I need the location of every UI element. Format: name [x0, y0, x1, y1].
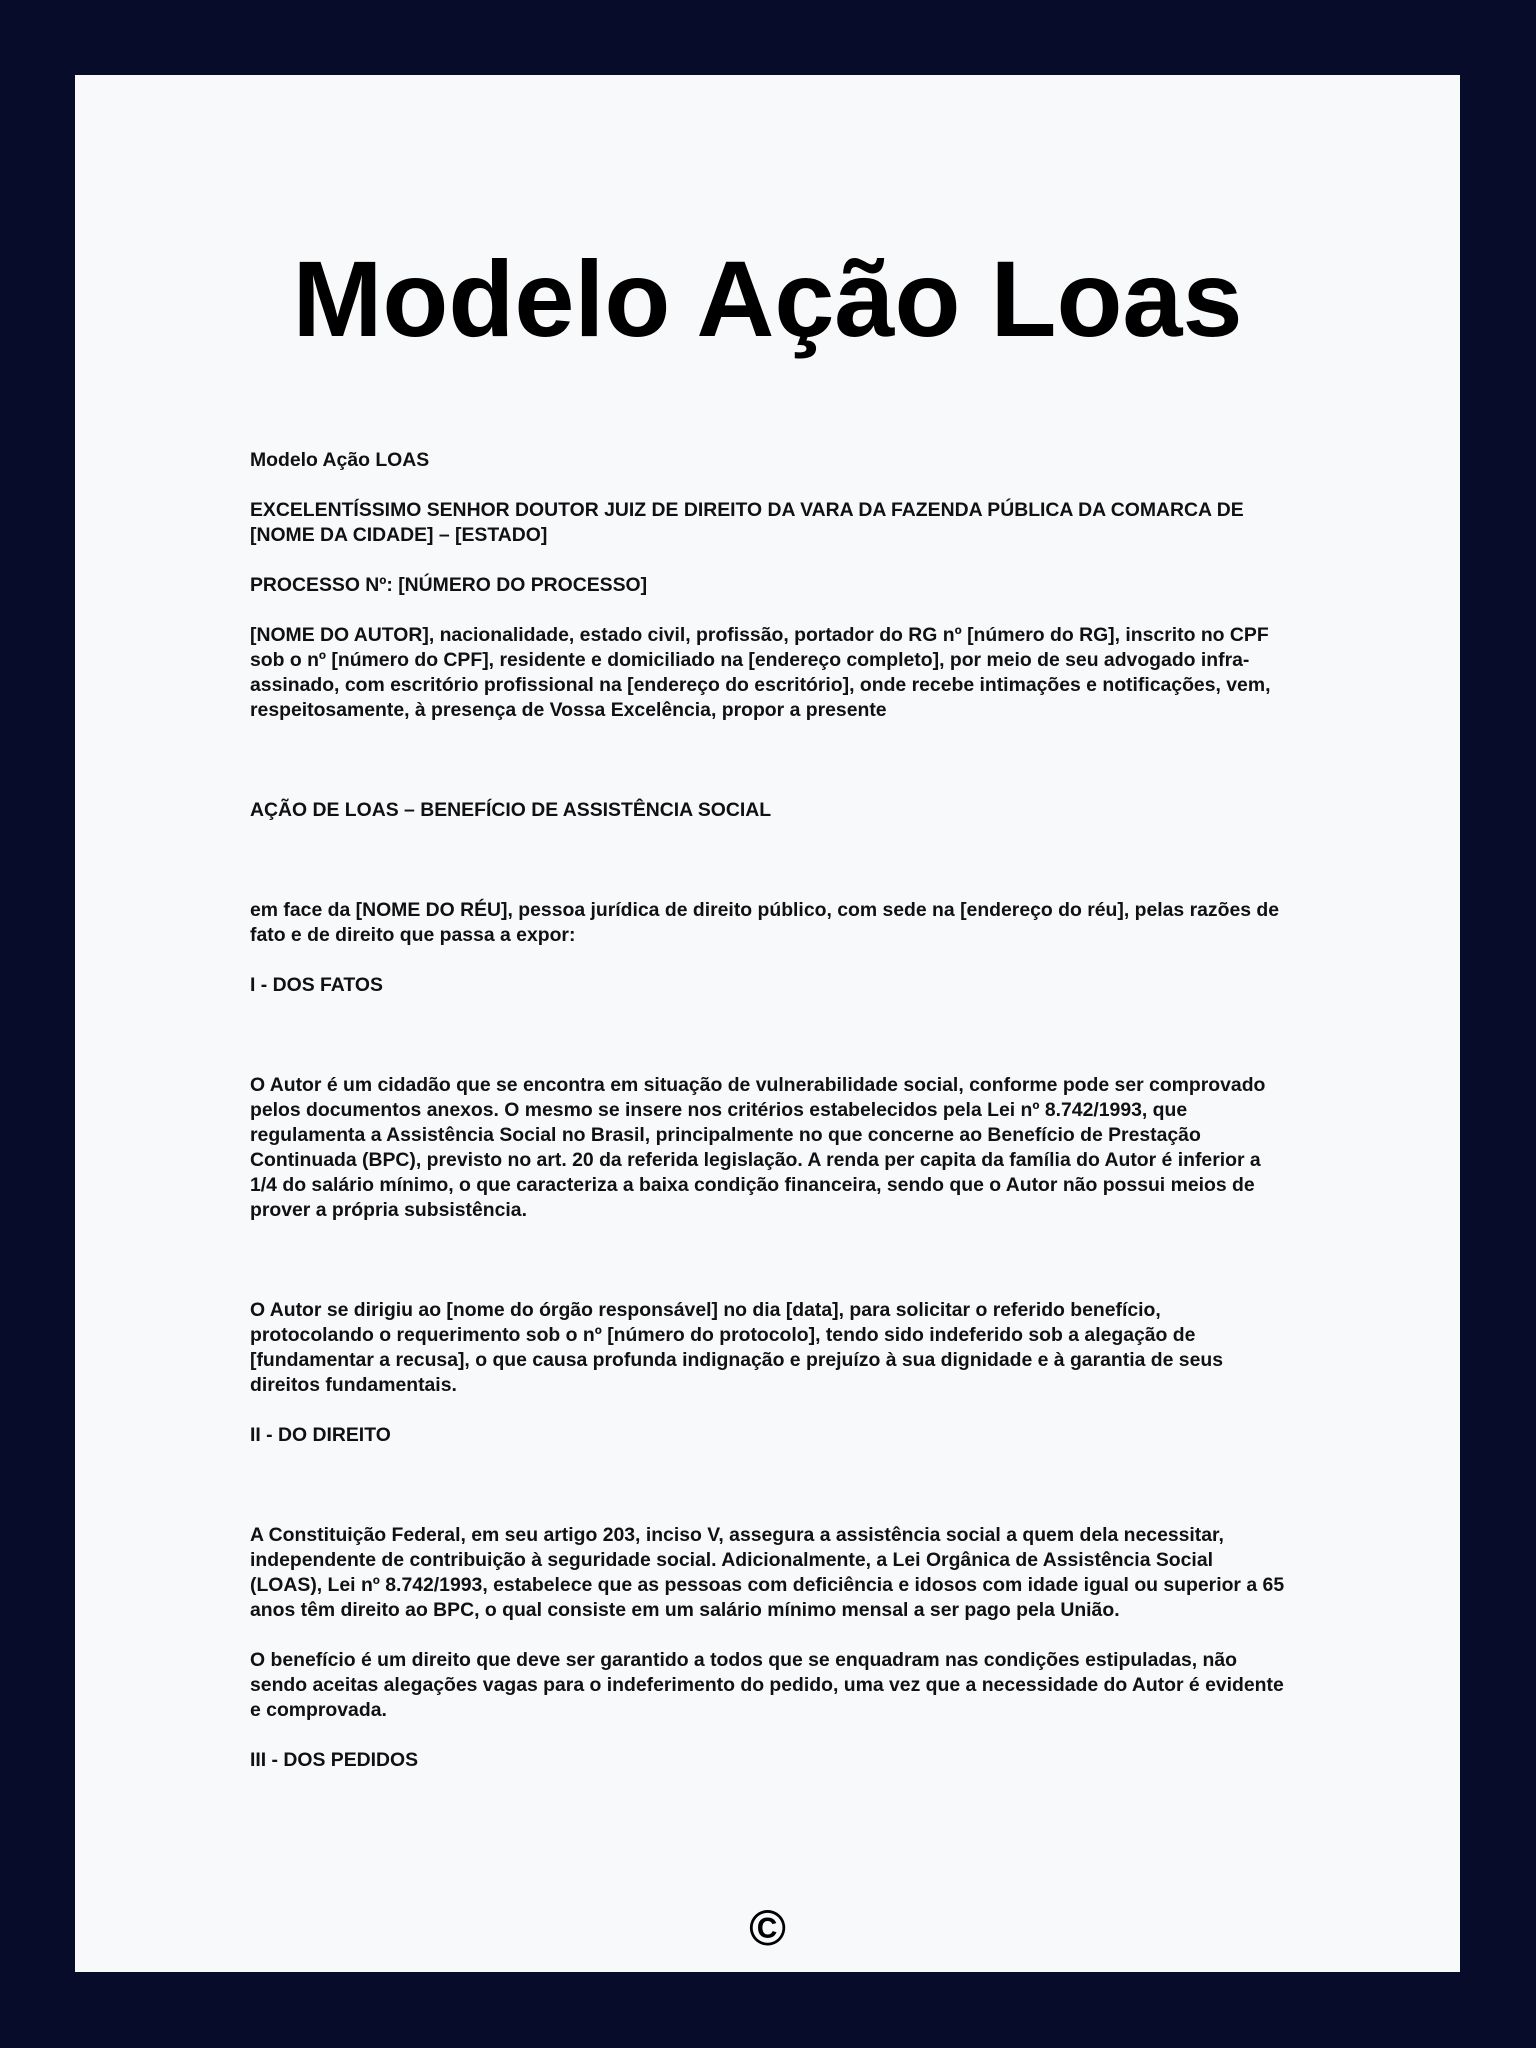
- doc-addressee: EXCELENTÍSSIMO SENHOR DOUTOR JUIZ DE DIREITO DA VARA DA FAZENDA PÚBLICA DA COMARCA DE [NOME DA CIDADE] – [ESTADO]: [250, 499, 1244, 546]
- doc-action-title: AÇÃO DE LOAS – BENEFÍCIO DE ASSISTÊNCIA SOCIAL: [250, 799, 772, 821]
- doc-law-paragraph-1: A Constituição Federal, em seu artigo 203, inciso V, assegura a assistência social a quem dela necessitar, independente de contribuição à seguridade social. Adicionalmente, a Lei Orgânica de Assistência Social (LOAS), Lei nº 8.742/1993, estabelece que as pessoas com deficiência e idosos com idade igual ou superior a 65 anos têm direito ao BPC, o qual consiste em um salário mínimo mensal a ser pago pela União.: [250, 1524, 1285, 1621]
- doc-facts-paragraph-2: O Autor se dirigiu ao [nome do órgão responsável] no dia [data], para solicitar o referido benefício, protocolando o requerimento sob o nº [número do protocolo], tendo sido indeferido sob a alegação de [fundamentar a recusa], o que causa profunda indignação e prejuízo à sua dignidade e à garantia de seus direitos fundamentais.: [250, 1299, 1223, 1396]
- doc-process-number: PROCESSO Nº: [NÚMERO DO PROCESSO]: [250, 574, 648, 596]
- doc-author-qualification: [NOME DO AUTOR], nacionalidade, estado civil, profissão, portador do RG nº [número do RG], inscrito no CPF sob o nº [número do CPF], residente e domiciliado na [endereço completo], por meio de seu advogado infra-assinado, com escritório profissional na [endereço do escritório], onde recebe intimações e notificações, vem, respeitosamente, à presença de Vossa Excelência, propor a presente: [250, 624, 1271, 721]
- document-title: Modelo Ação Loas: [292, 238, 1243, 359]
- document-page: [75, 75, 1460, 1972]
- doc-section-facts: I - DOS FATOS: [250, 974, 383, 996]
- doc-law-paragraph-2: O benefício é um direito que deve ser garantido a todos que se enquadram nas condições estipuladas, não sendo aceitas alegações vagas para o indeferimento do pedido, uma vez que a necessidade do Autor é evidente e comprovada.: [250, 1649, 1284, 1721]
- doc-defendant: em face da [NOME DO RÉU], pessoa jurídica de direito público, com sede na [endereço do réu], pelas razões de fato e de direito que passa a expor:: [250, 899, 1280, 946]
- doc-heading-model: Modelo Ação LOAS: [250, 449, 430, 471]
- doc-section-law: II - DO DIREITO: [250, 1424, 391, 1446]
- document-body: [250, 448, 1285, 1773]
- doc-section-requests: III - DOS PEDIDOS: [250, 1749, 419, 1771]
- doc-facts-paragraph-1: O Autor é um cidadão que se encontra em situação de vulnerabilidade social, conforme pode ser comprovado pelos documentos anexos. O mesmo se insere nos critérios estabelecidos pela Lei nº 8.742/1993, que regulamenta a Assistência Social no Brasil, principalmente no que concerne ao Benefício de Prestação Continuada (BPC), previsto no art. 20 da referida legislação. A renda per capita da família do Autor é inferior a 1/4 do salário mínimo, o que caracteriza a baixa condição financeira, sendo que o Autor não possui meios de prover a própria subsistência.: [250, 1074, 1266, 1221]
- copyright-icon: ©: [749, 1900, 786, 1956]
